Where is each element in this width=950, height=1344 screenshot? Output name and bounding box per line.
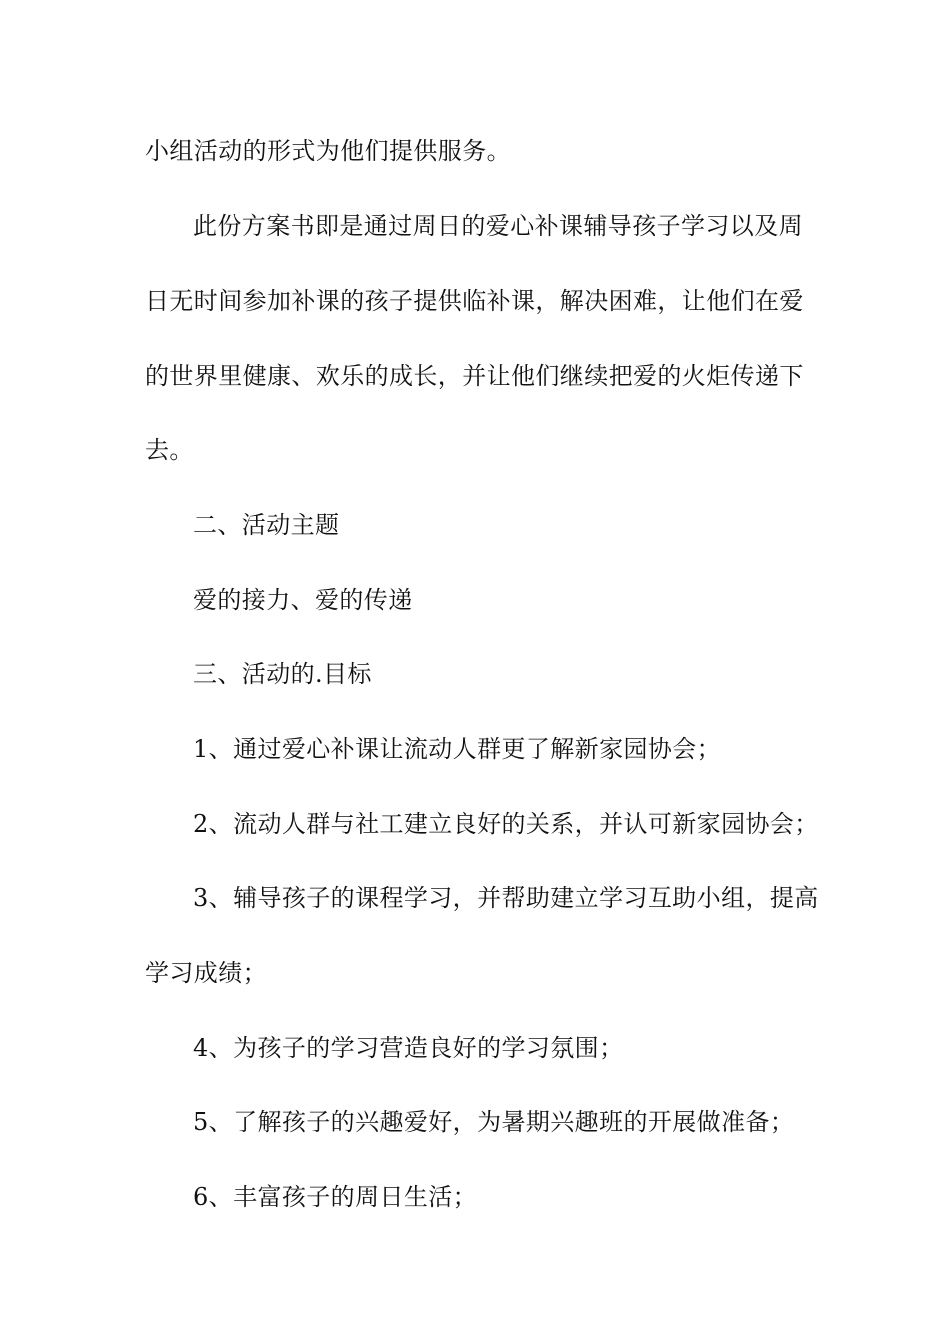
list-item: 3、辅导孩子的课程学习，并帮助建立学习互助小组，提高 bbox=[193, 884, 819, 912]
section-heading: 二、活动主题 bbox=[193, 511, 340, 539]
list-item: 2、流动人群与社工建立良好的关系，并认可新家园协会； bbox=[193, 810, 819, 838]
list-item: 1、通过爱心补课让流动人群更了解新家园协会； bbox=[193, 735, 722, 763]
paragraph-line: 爱的接力、爱的传递 bbox=[193, 586, 413, 614]
paragraph-line: 日无时间参加补课的孩子提供临补课，解决困难，让他们在爱 bbox=[145, 287, 804, 315]
list-item: 4、为孩子的学习营造良好的学习氛围； bbox=[193, 1034, 624, 1062]
list-item: 6、丰富孩子的周日生活； bbox=[193, 1183, 478, 1211]
section-heading: 三、活动的.目标 bbox=[193, 660, 372, 688]
paragraph-line: 此份方案书即是通过周日的爱心补课辅导孩子学习以及周 bbox=[193, 212, 803, 240]
list-item-continuation: 学习成绩； bbox=[145, 959, 267, 987]
paragraph-line: 小组活动的形式为他们提供服务。 bbox=[145, 137, 511, 165]
list-item: 5、了解孩子的兴趣爱好，为暑期兴趣班的开展做准备； bbox=[193, 1108, 795, 1136]
paragraph-line: 去。 bbox=[145, 436, 194, 464]
paragraph-line: 的世界里健康、欢乐的成长，并让他们继续把爱的火炬传递下 bbox=[145, 362, 804, 390]
